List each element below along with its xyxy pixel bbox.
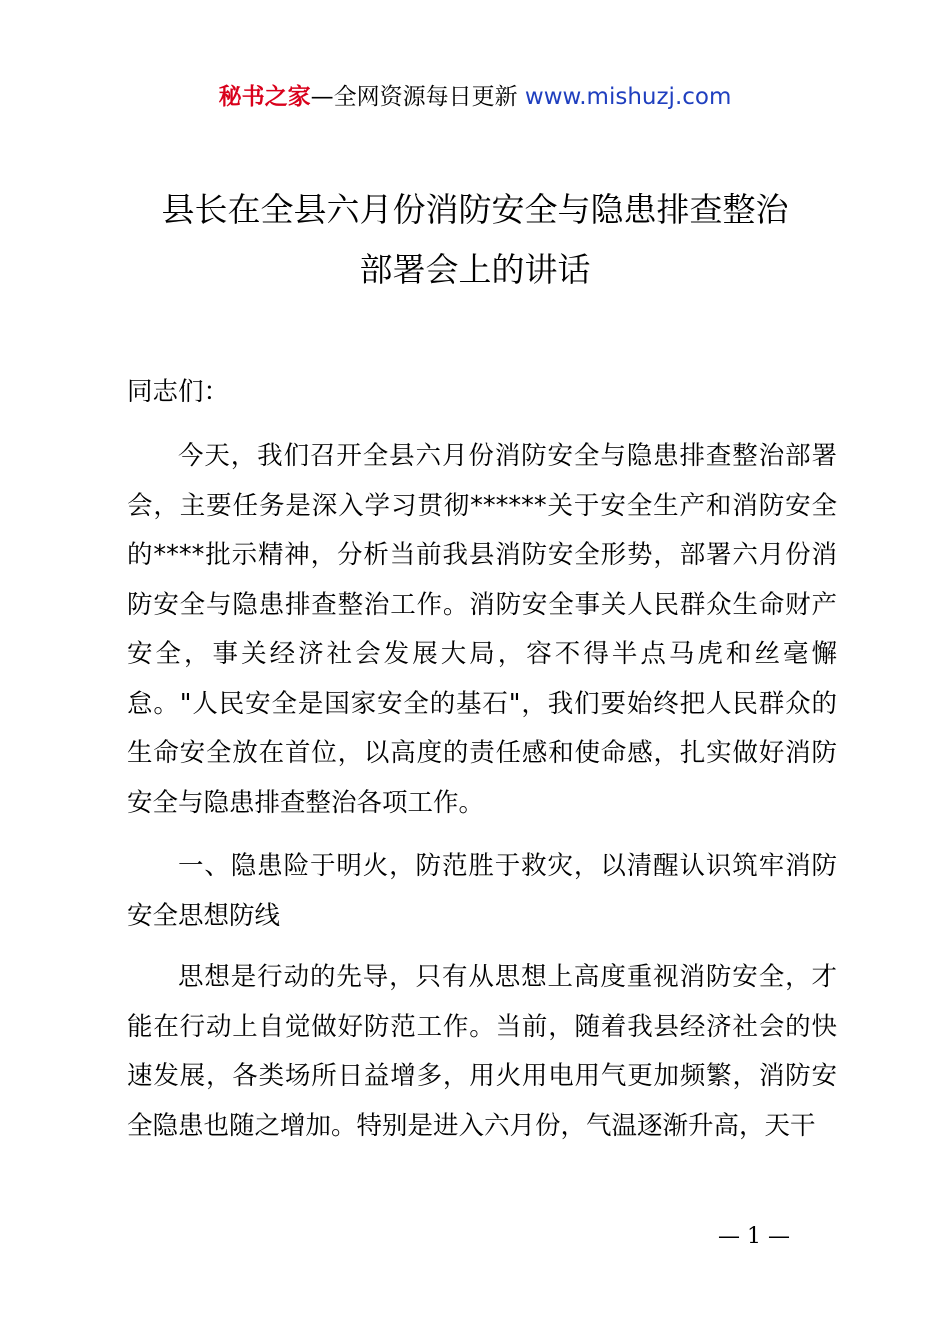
header-tagline: —全网资源每日更新 xyxy=(310,84,518,110)
title-line-1: 县长在全县六月份消防安全与隐患排查整治 xyxy=(161,190,789,229)
title-line-2: 部署会上的讲话 xyxy=(359,250,591,289)
paragraph-2: 思想是行动的先导，只有从思想上高度重视消防安全，才能在行动上自觉做好防范工作。当前，随着我县经济社会的快速发展，各类场所日益增多，用火用电用气更加频繁，消防安全隐患也随之增加。特别是进入六月份，气温逐渐升高，天干 xyxy=(127,962,837,1141)
section-heading-1: 一、隐患险于明火，防范胜于救灾，以清醒认识筑牢消防安全思想防线 xyxy=(127,851,837,931)
paragraph-1: 今天，我们召开全县六月份消防安全与隐患排查整治部署会，主要任务是深入学习贯彻******关于安全生产和消防安全的****批示精神，分析当前我县消防安全形势，部署六月份消防安全与隐患排查整治工作。消防安全事关人民群众生命财产安全，事关经济社会发展大局，容不得半点马虎和丝毫懈怠。"人民安全是国家安全的基石"，我们要始终把人民群众的生命安全放在首位，以高度的责任感和使命感，扎实做好消防安全与隐患排查整治各项工作。 xyxy=(127,441,837,818)
site-header xyxy=(0,80,950,114)
header-url-link[interactable]: www.mishuzj.com xyxy=(524,84,732,110)
salutation: 同志们： xyxy=(127,377,230,407)
brand-name: 秘书之家 xyxy=(218,84,311,110)
page-number: — 1 — xyxy=(718,1224,790,1249)
document-title xyxy=(0,180,950,300)
